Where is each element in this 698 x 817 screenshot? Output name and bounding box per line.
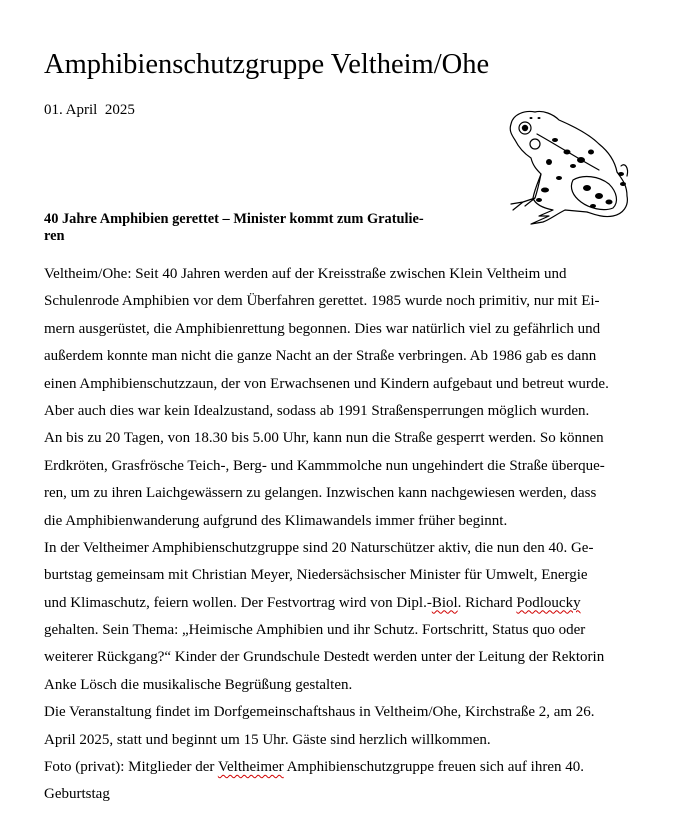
spellcheck-flagged-word[interactable]: Podloucky (516, 594, 581, 611)
frog-illustration-icon (503, 104, 643, 228)
body-line: außerdem konnte man nicht die ganze Nacht an der Straße verbringen. Ab 1986 gab es dann (44, 348, 597, 365)
body-line: ren, um zu ihren Laichgewässern zu gelangen. Inzwischen kann nachgewiesen werden, dass (44, 485, 597, 502)
headline-line-1: 40 Jahre Amphibien gerettet – Minister kommt zum Gratulie- (44, 211, 424, 227)
text-segment: . Richard (457, 594, 517, 611)
body-line: In der Veltheimer Amphibienschutzgruppe sind 20 Naturschützer aktiv, die nun den 40. Ge- (44, 539, 594, 556)
body-line: Anke Lösch die musikalische Begrüßung gestalten. (44, 676, 353, 693)
text-segment: Foto (privat): Mitglieder der (44, 759, 218, 776)
spellcheck-flagged-word[interactable]: Biol (431, 594, 458, 611)
headline-line-2: ren (44, 228, 65, 244)
document-title: Amphibienschutzgruppe Veltheim/Ohe (44, 49, 490, 80)
article-headline (44, 211, 484, 245)
article-body (44, 261, 664, 809)
body-line: gehalten. Sein Thema: „Heimische Amphibien und ihr Schutz. Fortschritt, Status quo oder (44, 622, 586, 639)
photo-caption-line: Geburtstag (44, 786, 110, 803)
body-line: Die Veranstaltung findet im Dorfgemeinschaftshaus in Veltheim/Ohe, Kirchstraße 2, am 26. (44, 704, 595, 721)
body-line: Schulenrode Amphibien vor dem Überfahren gerettet. 1985 wurde noch primitiv, nur mit Ei- (44, 293, 600, 310)
text-segment: Amphibienschutzgruppe freuen sich auf ihren 40. (283, 759, 585, 776)
spellcheck-flagged-word[interactable]: Veltheimer (217, 759, 284, 776)
photo-caption-line (44, 754, 664, 781)
body-line (44, 590, 664, 617)
body-line: weiterer Rückgang?“ Kinder der Grundschule Destedt werden unter der Leitung der Rektorin (44, 649, 605, 666)
body-line: April 2025, statt und beginnt um 15 Uhr. Gäste sind herzlich willkommen. (44, 731, 491, 748)
body-line: einen Amphibienschutzzaun, der von Erwachsenen und Kindern aufgebaut und betreut wurde. (44, 375, 609, 392)
body-line: Veltheim/Ohe: Seit 40 Jahren werden auf der Kreisstraße zwischen Klein Veltheim und (44, 266, 567, 282)
body-line: An bis zu 20 Tagen, von 18.30 bis 5.00 Uhr, kann nun die Straße gesperrt werden. So können (44, 430, 604, 447)
body-line: burtstag gemeinsam mit Christian Meyer, Niedersächsischer Minister für Umwelt, Energie (44, 567, 588, 584)
text-segment: und Klimaschutz, feiern wollen. Der Festvortrag wird von Dipl.- (44, 594, 432, 611)
body-line: Aber auch dies war kein Idealzustand, sodass ab 1991 Straßensperrungen möglich wurden. (44, 402, 590, 419)
body-line: Erdkröten, Grasfrösche Teich-, Berg- und Kammmolche nun ungehindert die Straße überque- (44, 457, 605, 474)
body-line: die Amphibienwanderung aufgrund des Klimawandels immer früher beginnt. (44, 512, 508, 529)
body-line: mern ausgerüstet, die Amphibienrettung begonnen. Dies war natürlich viel zu gefährlich und (44, 320, 601, 337)
document-date: 01. April 2025 (44, 102, 135, 118)
